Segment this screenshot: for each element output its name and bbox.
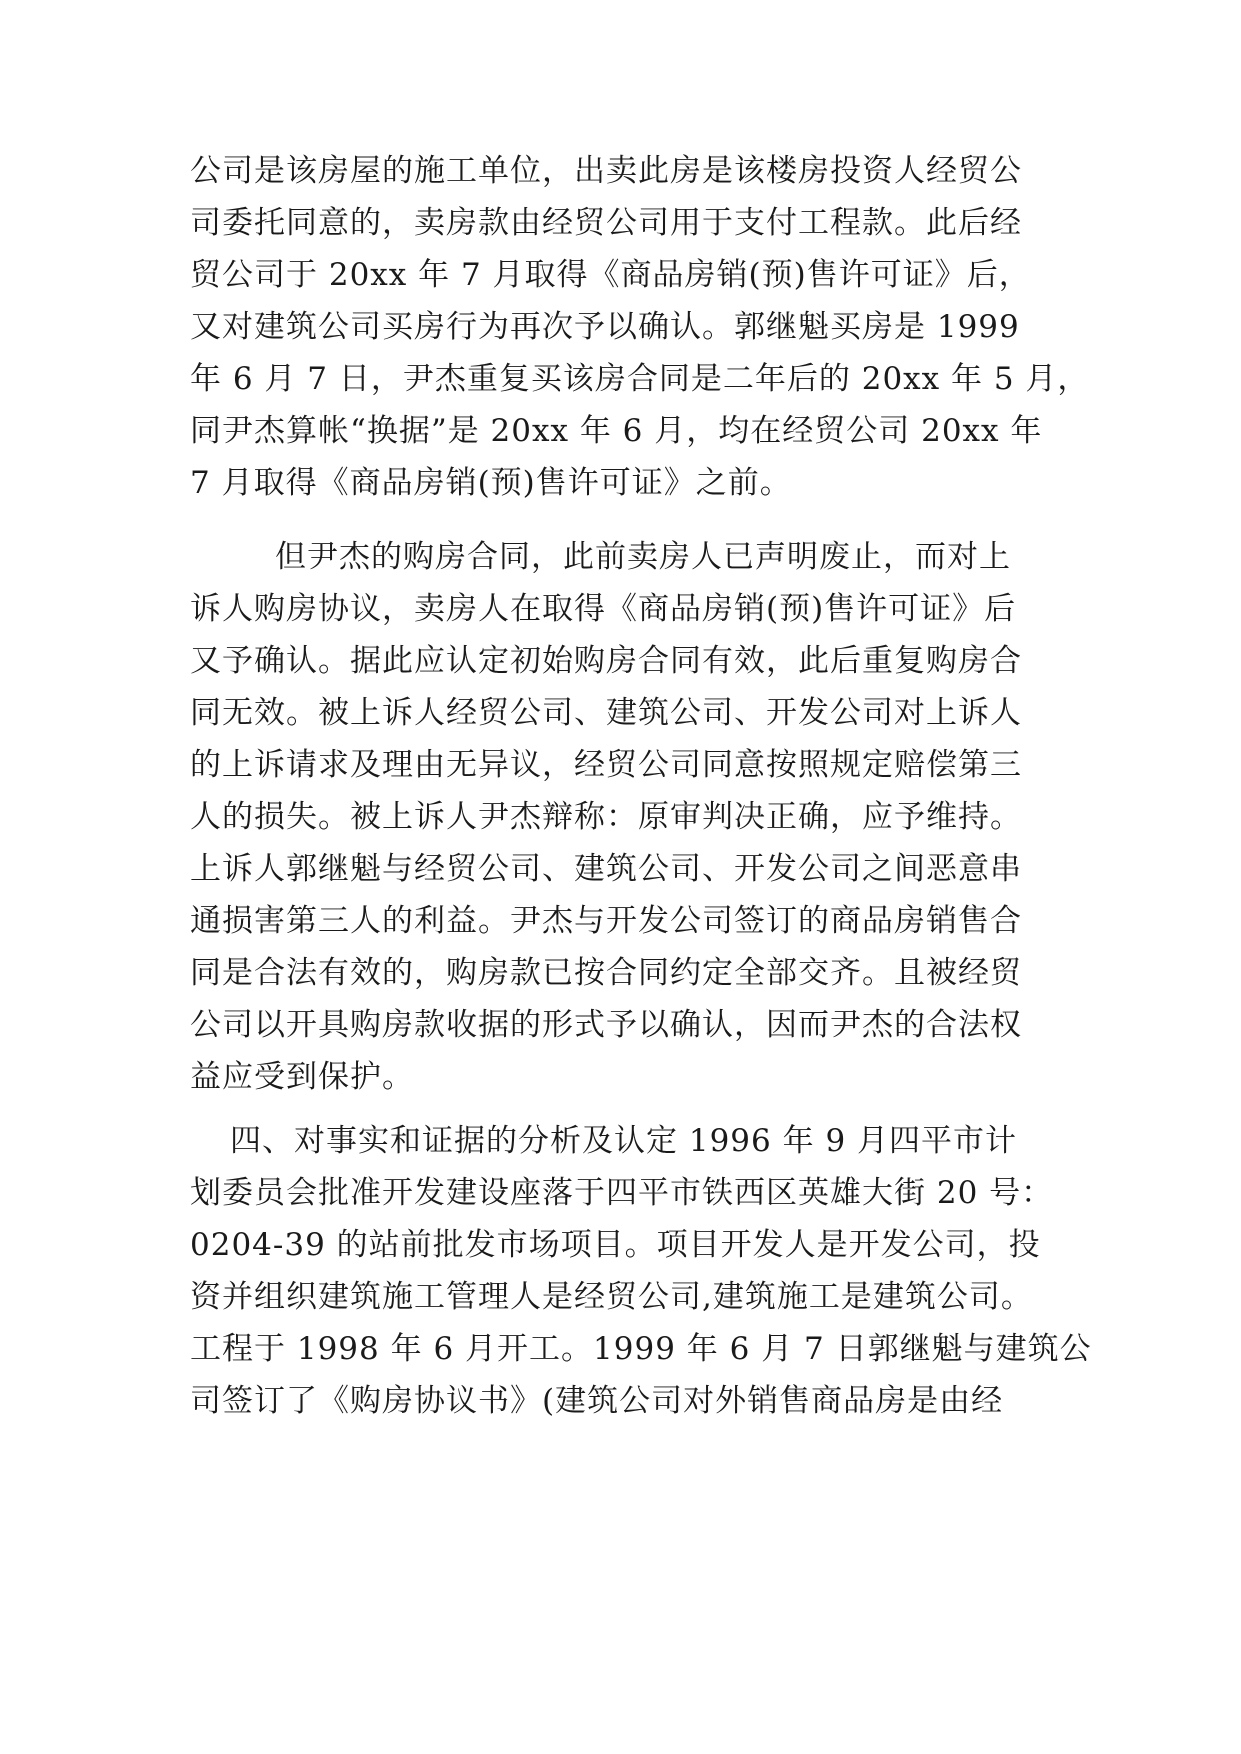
text-line: 又对建筑公司买房行为再次予以确认。郭继魁买房是 1999 (190, 309, 1020, 345)
text-line: 贸公司于 20xx 年 7 月取得《商品房销(预)售许可证》后， (190, 257, 1031, 293)
text-line: 通损害第三人的利益。尹杰与开发公司签订的商品房销售合 (190, 903, 1022, 939)
text-line: 工程于 1998 年 6 月开工。1999 年 6 月 7 日郭继魁与建筑公 (190, 1331, 1092, 1367)
text-line: 又予确认。据此应认定初始购房合同有效，此后重复购房合 (190, 643, 1022, 679)
text-line: 人的损失。被上诉人尹杰辩称：原审判决正确，应予维持。 (190, 799, 1022, 835)
text-line: 益应受到保护。 (190, 1059, 414, 1095)
text-line: 同无效。被上诉人经贸公司、建筑公司、开发公司对上诉人 (190, 695, 1022, 731)
text-line: 的上诉请求及理由无异议，经贸公司同意按照规定赔偿第三 (190, 747, 1022, 783)
text-line: 同尹杰算帐“换据”是 20xx 年 6 月，均在经贸公司 20xx 年 (190, 413, 1043, 449)
text-line: 0204-39 的站前批发市场项目。项目开发人是开发公司，投 (190, 1227, 1041, 1263)
text-line: 司签订了《购房协议书》(建筑公司对外销售商品房是由经 (190, 1383, 1004, 1419)
text-line: 诉人购房协议，卖房人在取得《商品房销(预)售许可证》后 (190, 591, 1017, 627)
text-line: 司委托同意的，卖房款由经贸公司用于支付工程款。此后经 (190, 205, 1022, 241)
text-line: 同是合法有效的，购房款已按合同约定全部交齐。且被经贸 (190, 955, 1022, 991)
section-heading-line: 四、对事实和证据的分析及认定 1996 年 9 月四平市计 (230, 1123, 1018, 1159)
text-line: 公司是该房屋的施工单位，出卖此房是该楼房投资人经贸公 (190, 153, 1022, 189)
text-line: 上诉人郭继魁与经贸公司、建筑公司、开发公司之间恶意串 (190, 851, 1022, 887)
text-line: 公司以开具购房款收据的形式予以确认，因而尹杰的合法权 (190, 1007, 1022, 1043)
text-line: 7 月取得《商品房销(预)售许可证》之前。 (190, 465, 792, 501)
text-line: 划委员会批准开发建设座落于四平市铁西区英雄大街 20 号： (190, 1175, 1054, 1211)
paragraph-start-line: 但尹杰的购房合同，此前卖房人已声明废止，而对上 (275, 539, 1011, 575)
text-line: 年 6 月 7 日，尹杰重复买该房合同是二年后的 20xx 年 5 月， (190, 361, 1090, 397)
text-line: 资并组织建筑施工管理人是经贸公司,建筑施工是建筑公司。 (190, 1279, 1033, 1315)
